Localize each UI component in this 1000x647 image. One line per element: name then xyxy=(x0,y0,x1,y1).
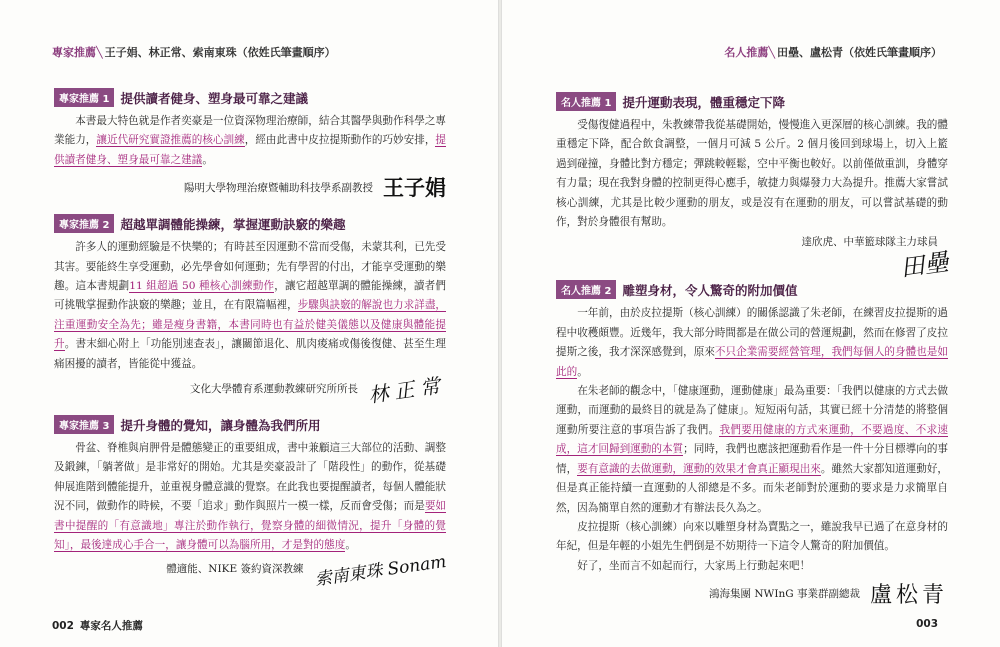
body-text: 本書最大特色就是作者奕豪是一位資深物理治療師，結合其醫學與動作科學之專業能力， xyxy=(54,115,446,147)
section-heading xyxy=(556,280,948,299)
section-badge: 專家推薦 1 xyxy=(54,88,114,107)
body-text: 。 xyxy=(202,153,213,166)
header-category: 名人推薦 xyxy=(724,46,769,59)
attribution-title: 達欣虎、中華籃球隊主力球員 xyxy=(801,236,938,249)
section-heading xyxy=(556,92,948,111)
highlight-text: 要有意識的去做運動，運動的效果才會真正顯現出來 xyxy=(577,462,821,475)
signature: 林正常 xyxy=(366,372,448,408)
highlight-text: 11 組超過 50 種核心訓練動作 xyxy=(129,280,275,293)
section-title: 提供讀者健身、塑身最可靠之建議 xyxy=(120,90,308,106)
highlight-text: 要如書中提醒的「有意識地」專注於動作執行，覺察身體的細微情況，提升「身體的覺知」，最後達成心手合一，讓身體可以為腦所用，才是對的態度 xyxy=(54,500,447,552)
signature-row xyxy=(556,245,951,283)
section-badge: 名人推薦 1 xyxy=(556,92,616,111)
body-text: ，經由此書中皮拉提斯動作的巧妙安排， xyxy=(244,134,436,147)
header-slash-icon: ╲ xyxy=(96,46,103,59)
body-text: 一年前，由於皮拉提斯（核心訓練）的關係認識了朱老師，在練習皮拉提斯的過程中收穫頗豐。近幾年，我大部分時間都是在做公司的營運規劃，然而在修習了皮拉提斯之後，我才深深感覺到，原來 xyxy=(556,307,948,359)
highlight-text: 步驟與訣竅的解說也力求詳盡，注重運動安全為先；雖是瘦身書籍，本書同時也有益於健美儀態以及健康與體能提升 xyxy=(54,299,447,351)
body-text: 受傷復健過程中，朱教練帶我從基礎開始，慢慢進入更深層的核心訓練。我的體重穩定下降，配合飲食調整，一個月可減 5 公斤。2 個月後回到球場上，切入上籃過到碰撞，身體比對方穩定；彈跳較輕鬆，空中平衡也較好。以前僅做重訓，身體穿有力量；現在我對身體的控制更得心應手，敏捷力與爆發力大為提升。推薦大家嘗試核心訓練，尤其是比較少運動的朋友，或是沒有在運動的朋友，可以嘗試基礎的動作，對於身體很有幫助。 xyxy=(556,119,948,229)
header-names: 田壘、盧松青（依姓氏筆畫順序） xyxy=(777,46,942,59)
left-running-head xyxy=(52,44,336,60)
attribution-row xyxy=(54,172,446,202)
section-body xyxy=(54,439,446,555)
section-body xyxy=(556,557,948,576)
right-folio xyxy=(916,618,938,630)
highlight-text: 讓近代研究實證推薦的核心訓練 xyxy=(96,134,245,147)
body-text: 。 xyxy=(577,365,588,378)
highlight-text: 我們要用健康的方式來運動，不要過度、不求速成，這才回歸到運動的本質 xyxy=(556,423,949,456)
section-heading xyxy=(54,88,446,107)
section-body xyxy=(54,112,446,170)
section-body xyxy=(556,304,948,382)
page-number: 002 xyxy=(52,620,74,632)
body-text: 。 xyxy=(345,539,356,552)
body-text: 。書末細心附上「功能別速查表」，讓關節退化、肌肉痠痛或傷後復健、甚至生理痛困擾的讀者，皆能從中獲益。 xyxy=(54,338,447,370)
right-running-head xyxy=(724,44,942,60)
header-category: 專家推薦 xyxy=(52,46,96,59)
header-slash-icon: ╲ xyxy=(768,46,775,59)
left-content xyxy=(54,88,448,590)
section-body xyxy=(556,518,948,557)
section-title: 提升身體的覺知，讓身體為我們所用 xyxy=(120,417,321,433)
right-page xyxy=(502,0,1000,647)
header-names: 王子娟、林正常、索南東珠（依姓氏筆畫順序） xyxy=(104,46,336,59)
attribution-row xyxy=(54,551,448,590)
attribution-title: 陽明大學物理治療暨輔助科技學系副教授 xyxy=(184,181,373,194)
expert-section-3 xyxy=(54,415,448,590)
section-badge: 專家推薦 2 xyxy=(54,214,114,233)
section-badge: 名人推薦 2 xyxy=(556,280,616,299)
attribution-row xyxy=(556,578,948,609)
body-text: ；同時，我們也應該把運動看作是一件十分目標導向的事情， xyxy=(556,443,949,475)
signature: 王子娟 xyxy=(383,175,446,201)
page-number: 003 xyxy=(916,618,938,630)
section-title: 提升運動表現，體重穩定下降 xyxy=(622,94,785,110)
section-badge: 專家推薦 3 xyxy=(54,415,114,434)
section-body xyxy=(556,116,948,232)
right-content xyxy=(556,92,951,609)
expert-section-1 xyxy=(54,88,446,202)
body-text: 皮拉提斯（核心訓練）向來以雕塑身材為賣點之一，雖說我早已過了在意身材的年紀，但是年輕的小姐先生們倒是不妨期待一下這令人驚奇的附加價值。 xyxy=(556,520,948,553)
highlight-text: 提供讀者健身、塑身最可靠之建議 xyxy=(54,134,447,166)
highlight-text: 不只企業需要經營管理，我們每個人的身體也是如此的 xyxy=(556,346,949,378)
left-page xyxy=(0,0,498,647)
section-title: 超越單調體能操練，掌握運動訣竅的樂趣 xyxy=(120,216,346,232)
attribution-title: 鴻海集團 NWInG 事業群副總裁 xyxy=(709,588,860,601)
expert-section-2 xyxy=(54,214,448,408)
attribution-title: 文化大學體育系運動教練研究所所長 xyxy=(190,383,358,396)
section-heading xyxy=(54,415,446,434)
signature: 盧松青 xyxy=(869,583,948,609)
left-folio xyxy=(52,618,143,633)
body-text: 。雖然大家都知道運動好，但是真正能持續一直運動的人卻總是不多。而朱老師對於運動的要求是力求簡單自然，因為簡單自然的運動才有辦法長久為之。 xyxy=(556,462,949,514)
celebrity-section-1 xyxy=(556,92,951,283)
section-body xyxy=(54,238,446,374)
section-body xyxy=(556,382,948,518)
attribution-row xyxy=(54,372,448,408)
signature: 索南東珠 Sonam xyxy=(313,551,448,590)
section-title: 雕塑身材，令人驚奇的附加價值 xyxy=(622,282,798,298)
body-text: 骨盆、脊椎與肩胛骨是體態變正的重要組成，書中兼顧這三大部位的活動、調整及鍛鍊，「躺著做」是非常好的開始。尤其是奕豪設計了「階段性」的動作，從基礎伸展進階到體能提升，並重視身體意識的覺察。在此我也要提醒讀者，每個人體能狀況不同，做動作的時候，不要「追求」動作與照片一模一樣，反而會受傷；而是 xyxy=(54,442,446,513)
body-text: ，讓它超越單調的體能操練，讀者們可挑戰掌握動作訣竅的樂趣；並且，在有限篇幅裡， xyxy=(54,280,447,312)
celebrity-section-2 xyxy=(556,280,948,609)
body-text: 好了，坐而言不如起而行，大家馬上行動起來吧！ xyxy=(577,559,811,572)
body-text: 許多人的運動經驗是不快樂的；有時甚至因運動不當而受傷，未蒙其利，已先受其害。要能終生享受運動，必先學會如何運動；先有學習的付出，才能享受運動的樂趣。這本書規劃 xyxy=(54,241,446,293)
body-text: 在朱老師的觀念中，「健康運動，運動健康」最為重要：「我們以健康的方式去做運動，而運動的最終目的就是為了健康」。短短兩句話，其實已經十分清楚的將整個運動所要注意的事項告訴了我們。 xyxy=(556,385,948,436)
folio-label: 專家名人推薦 xyxy=(79,620,143,632)
attribution-title: 體適能、NIKE 簽約資深教練 xyxy=(166,562,304,575)
section-heading xyxy=(54,214,446,233)
signature: 田壘 xyxy=(898,248,951,283)
